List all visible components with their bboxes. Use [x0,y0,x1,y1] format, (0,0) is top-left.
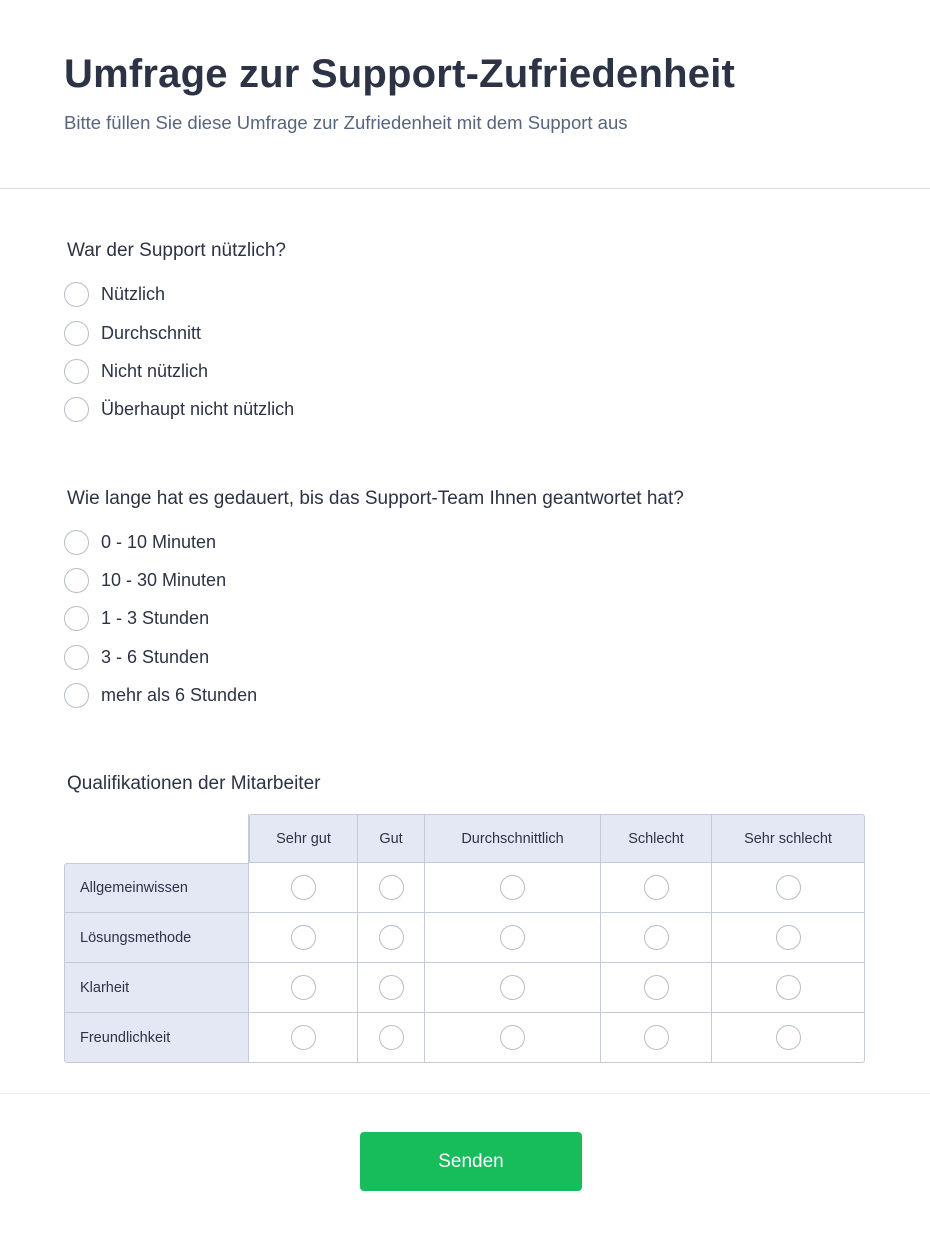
radio-button[interactable] [776,1025,801,1050]
option-label: mehr als 6 Stunden [101,684,258,705]
radio-button[interactable] [291,1025,316,1050]
option-label: 1 - 3 Stunden [101,607,210,628]
radio-button[interactable] [379,975,404,1000]
matrix-cell[interactable] [601,1013,712,1063]
matrix-cell[interactable] [601,863,712,913]
radio-button[interactable] [500,875,525,900]
matrix-cell[interactable] [249,1013,358,1063]
row-header: Freundlichkeit [64,1013,249,1063]
matrix-cell[interactable] [712,1013,865,1063]
option-label: Durchschnitt [101,322,202,343]
question-support-useful: War der Support nützlich? [67,240,286,261]
matrix-corner [64,814,249,863]
option-mehr-als-6-stunden[interactable] [64,682,257,708]
form-header [0,0,930,189]
radio-button[interactable] [64,397,89,422]
radio-button[interactable] [644,975,669,1000]
matrix-cell[interactable] [358,913,425,963]
column-header-sehr-schlecht: Sehr schlecht [712,814,865,863]
question-staff-qualifications: Qualifikationen der Mitarbeiter [67,773,321,794]
radio-button[interactable] [776,975,801,1000]
radio-button[interactable] [64,530,89,555]
option-label: Nützlich [101,283,166,304]
option-label: Überhaupt nicht nützlich [101,398,295,419]
column-header-schlecht: Schlecht [601,814,712,863]
matrix-cell[interactable] [601,913,712,963]
option-1-3-stunden[interactable] [64,605,209,631]
radio-button[interactable] [776,925,801,950]
matrix-cell[interactable] [249,913,358,963]
option-10-30-minuten[interactable] [64,567,226,593]
radio-button[interactable] [500,925,525,950]
matrix-cell[interactable] [601,963,712,1013]
option-durchschnitt[interactable] [64,320,201,346]
radio-button[interactable] [64,606,89,631]
page-subtitle: Bitte füllen Sie diese Umfrage zur Zufriedenheit mit dem Support aus [64,112,628,133]
matrix-cell[interactable] [712,913,865,963]
matrix-row-allgemeinwissen [64,863,865,913]
matrix-cell[interactable] [249,863,358,913]
radio-button[interactable] [64,568,89,593]
column-header-gut: Gut [358,814,425,863]
radio-button[interactable] [644,1025,669,1050]
question-response-time: Wie lange hat es gedauert, bis das Support-Team Ihnen geantwortet hat? [67,488,684,509]
radio-button[interactable] [64,683,89,708]
matrix-row-loesungsmethode [64,913,865,963]
radio-button[interactable] [64,321,89,346]
row-header: Lösungsmethode [64,913,249,963]
page-title: Umfrage zur Support-Zufriedenheit [64,52,736,96]
column-header-sehr-gut: Sehr gut [249,814,358,863]
matrix-cell[interactable] [712,963,865,1013]
option-0-10-minuten[interactable] [64,529,216,555]
radio-button[interactable] [379,875,404,900]
column-header-durchschnittlich: Durchschnittlich [425,814,601,863]
option-label: Nicht nützlich [101,360,209,381]
matrix-cell[interactable] [358,863,425,913]
matrix-cell[interactable] [425,1013,601,1063]
radio-button[interactable] [291,875,316,900]
matrix-cell[interactable] [249,963,358,1013]
radio-button[interactable] [776,875,801,900]
radio-button[interactable] [64,282,89,307]
radio-button[interactable] [64,359,89,384]
option-label: 0 - 10 Minuten [101,531,217,552]
matrix-row-freundlichkeit [64,1013,865,1063]
option-nicht-nuetzlich[interactable] [64,358,208,384]
matrix-header-row [64,814,865,863]
option-nuetzlich[interactable] [64,281,165,307]
matrix-cell[interactable] [425,963,601,1013]
radio-button[interactable] [644,875,669,900]
footer-divider [0,1093,930,1094]
matrix-cell[interactable] [712,863,865,913]
matrix-row-klarheit [64,963,865,1013]
option-label: 3 - 6 Stunden [101,646,210,667]
row-header: Allgemeinwissen [64,863,249,913]
matrix-cell[interactable] [358,1013,425,1063]
radio-button[interactable] [500,975,525,1000]
radio-button[interactable] [291,975,316,1000]
radio-button[interactable] [379,1025,404,1050]
radio-button[interactable] [644,925,669,950]
matrix-cell[interactable] [358,963,425,1013]
matrix-cell[interactable] [425,913,601,963]
option-label: 10 - 30 Minuten [101,569,227,590]
submit-button[interactable]: Senden [360,1132,582,1191]
row-header: Klarheit [64,963,249,1013]
radio-button[interactable] [500,1025,525,1050]
option-ueberhaupt-nicht-nuetzlich[interactable] [64,396,294,422]
matrix-cell[interactable] [425,863,601,913]
qualifications-matrix [64,814,865,1063]
radio-button[interactable] [379,925,404,950]
radio-button[interactable] [64,645,89,670]
radio-button[interactable] [291,925,316,950]
option-3-6-stunden[interactable] [64,644,209,670]
